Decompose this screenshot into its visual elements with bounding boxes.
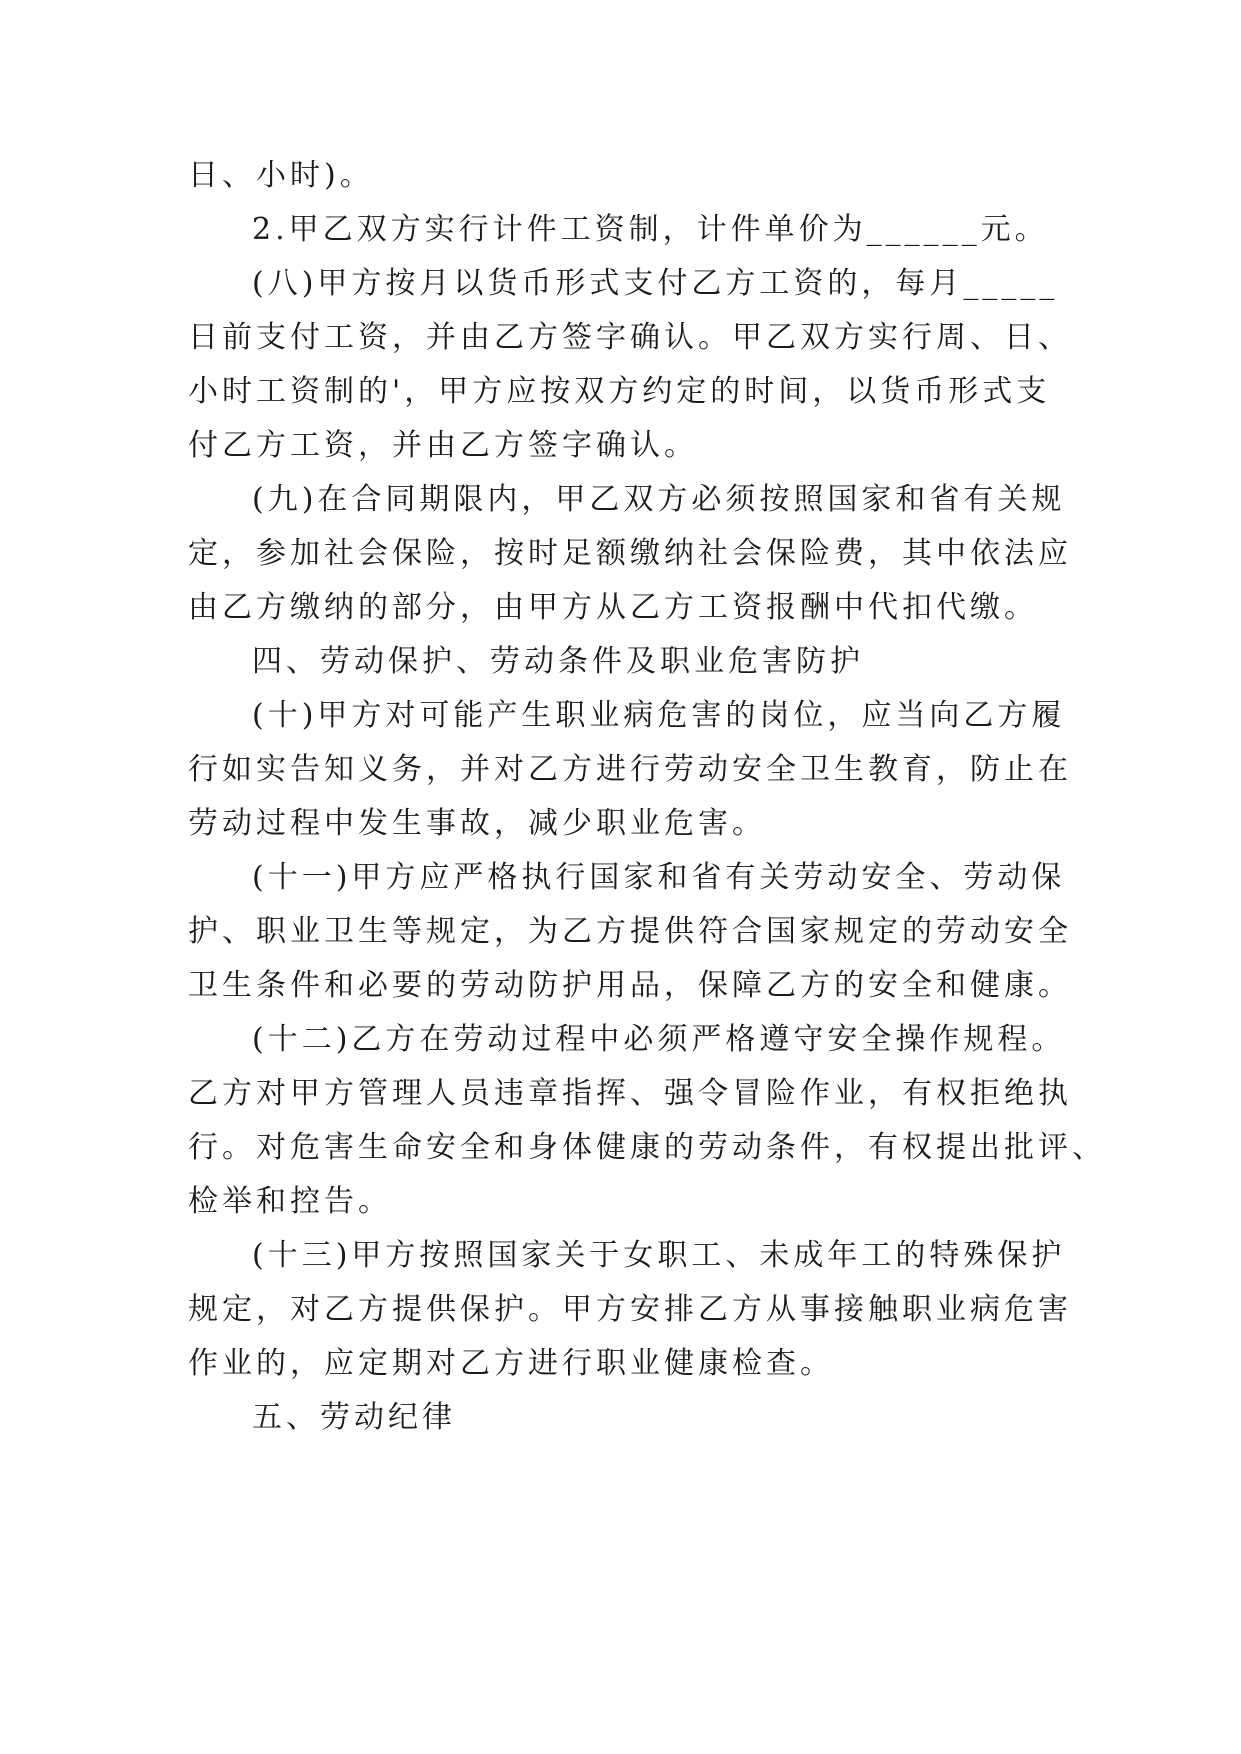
text-line: 检举和控告。: [188, 1184, 392, 1219]
text-line: (九)在合同期限内，甲乙双方必须按照国家和省有关规: [252, 482, 1066, 517]
text-line: 行。对危害生命安全和身体健康的劳动条件，有权提出批评、: [188, 1130, 1106, 1165]
text-line: 2.甲乙双方实行计件工资制，计件单价为______元。: [252, 212, 1049, 247]
text-line: (十二)乙方在劳动过程中必须严格遵守安全操作规程。: [252, 1022, 1066, 1057]
text-line: 定，参加社会保险，按时足额缴纳社会保险费，其中依法应: [188, 536, 1072, 571]
text-line: 规定，对乙方提供保护。甲方安排乙方从事接触职业病危害: [188, 1292, 1072, 1327]
text-line: 小时工资制的'，甲方应按双方约定的时间，以货币形式支: [188, 374, 1051, 409]
text-line: 日、小时)。: [188, 158, 374, 193]
section-heading: 四、劳动保护、劳动条件及职业危害防护: [252, 644, 864, 679]
text-line: 护、职业卫生等规定，为乙方提供符合国家规定的劳动安全: [188, 914, 1072, 949]
section-heading: 五、劳动纪律: [252, 1400, 456, 1435]
text-line: 行如实告知义务，并对乙方进行劳动安全卫生教育，防止在: [188, 752, 1072, 787]
text-line: 劳动过程中发生事故，减少职业危害。: [188, 806, 766, 841]
text-line: (八)甲方按月以货币形式支付乙方工资的，每月_____: [252, 266, 1059, 301]
text-line: 由乙方缴纳的部分，由甲方从乙方工资报酬中代扣代缴。: [188, 590, 1038, 625]
text-line: 付乙方工资，并由乙方签字确认。: [188, 428, 698, 463]
text-line: (十三)甲方按照国家关于女职工、未成年工的特殊保护: [252, 1238, 1066, 1273]
text-line: (十一)甲方应严格执行国家和省有关劳动安全、劳动保: [252, 860, 1066, 895]
text-line: 作业的，应定期对乙方进行职业健康检查。: [188, 1346, 834, 1381]
text-line: (十)甲方对可能产生职业病危害的岗位，应当向乙方履: [252, 698, 1066, 733]
text-line: 乙方对甲方管理人员违章指挥、强令冒险作业，有权拒绝执: [188, 1076, 1072, 1111]
text-line: 卫生条件和必要的劳动防护用品，保障乙方的安全和健康。: [188, 968, 1072, 1003]
text-line: 日前支付工资，并由乙方签字确认。甲乙双方实行周、日、: [188, 320, 1072, 355]
